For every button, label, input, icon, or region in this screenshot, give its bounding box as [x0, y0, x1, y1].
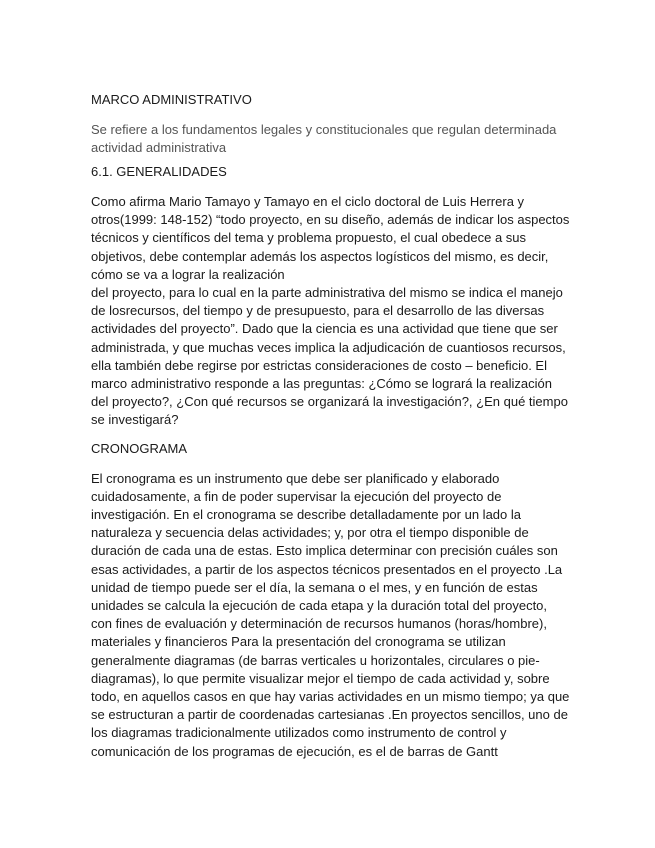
intro-line: actividad administrativa — [91, 140, 227, 155]
document-page — [91, 91, 571, 771]
cronograma-paragraph — [91, 470, 571, 761]
paragraph-line: unidad de tiempo puede ser el día, la semana o el mes, y en función de estas — [91, 579, 538, 595]
paragraph-line: marco administrativo responde a las preguntas: ¿Cómo se logrará la realización — [91, 376, 552, 392]
paragraph-line: materiales y financieros Para la presentación del cronograma se utilizan — [91, 634, 506, 650]
paragraph-line: comunicación de los programas de ejecución, es el de barras de Gantt — [91, 743, 498, 759]
paragraph-line: naturaleza y secuencia delas actividades; y, por otra el tiempo disponible de — [91, 525, 529, 541]
title-heading: MARCO ADMINISTRATIVO — [91, 92, 252, 107]
paragraph-line: objetivos, debe contemplar además los aspectos logísticos del mismo, es decir, — [91, 248, 549, 264]
paragraph-line: actividades del proyecto”. Dado que la ciencia es una actividad que tiene que ser — [91, 321, 558, 337]
intro-line: Se refiere a los fundamentos legales y constitucionales que regulan determinada — [91, 122, 557, 137]
paragraph-line: técnicos y científicos del tema y problema propuesto, el cual obedece a sus — [91, 230, 527, 246]
paragraph-line: se estructuran a partir de coordenadas cartesianas .En proyectos sencillos, uno de — [91, 707, 568, 723]
generalidades-paragraph — [91, 193, 571, 430]
paragraph-line: otros(1999: 148-152) “todo proyecto, en su diseño, además de indicar los aspectos — [91, 212, 570, 228]
paragraph-line: duración de cada una de estas. Esto implica determinar con precisión cuáles son — [91, 543, 558, 559]
intro-paragraph — [91, 121, 571, 157]
paragraph-line: generalmente diagramas (de barras verticales u horizontales, circulares o pie- — [91, 652, 540, 668]
paragraph-line: se investigará? — [91, 412, 179, 428]
paragraph-line: ella también debe regirse por estrictas consideraciones de costo – beneficio. El — [91, 357, 547, 373]
paragraph-line: Como afirma Mario Tamayo y Tamayo en el ciclo doctoral de Luis Herrera y — [91, 194, 525, 209]
section-generalidades-heading: 6.1. GENERALIDADES — [91, 164, 227, 179]
paragraph-line: del proyecto, para lo cual en la parte administrativa del mismo se indica el manejo — [91, 285, 563, 301]
paragraph-line: investigación. En el cronograma se describe detalladamente por un lado la — [91, 507, 521, 523]
paragraph-line: diagramas), lo que permite visualizar mejor el tiempo de cada actividad y, sobre — [91, 670, 550, 686]
paragraph-line: los diagramas tradicionalmente utilizados como instrumento de control y — [91, 725, 507, 741]
paragraph-line: unidades se calcula la ejecución de cada etapa y la duración total del proyecto, — [91, 598, 548, 614]
paragraph-line: esas actividades, a partir de los aspectos técnicos presentados en el proyecto .La — [91, 561, 563, 577]
paragraph-line: cuidadosamente, a fin de poder supervisar la ejecución del proyecto de — [91, 488, 502, 504]
paragraph-line: administrada, y que muchas veces implica la adjudicación de cuantiosos recursos, — [91, 339, 566, 355]
paragraph-line: El cronograma es un instrumento que debe ser planificado y elaborado — [91, 470, 500, 486]
paragraph-line: todo, en aquellos casos en que hay varias actividades en un mismo tiempo; ya que — [91, 689, 570, 705]
paragraph-line: con fines de evaluación y determinación de recursos humanos (horas/hombre), — [91, 616, 547, 632]
paragraph-line: del proyecto?, ¿Con qué recursos se organizará la investigación?, ¿En qué tiempo — [91, 394, 568, 410]
paragraph-line: cómo se va a lograr la realización — [91, 266, 285, 282]
section-cronograma-heading: CRONOGRAMA — [91, 440, 188, 456]
paragraph-line: de losrecursos, del tiempo y de presupuesto, para el desarrollo de las diversas — [91, 303, 545, 319]
